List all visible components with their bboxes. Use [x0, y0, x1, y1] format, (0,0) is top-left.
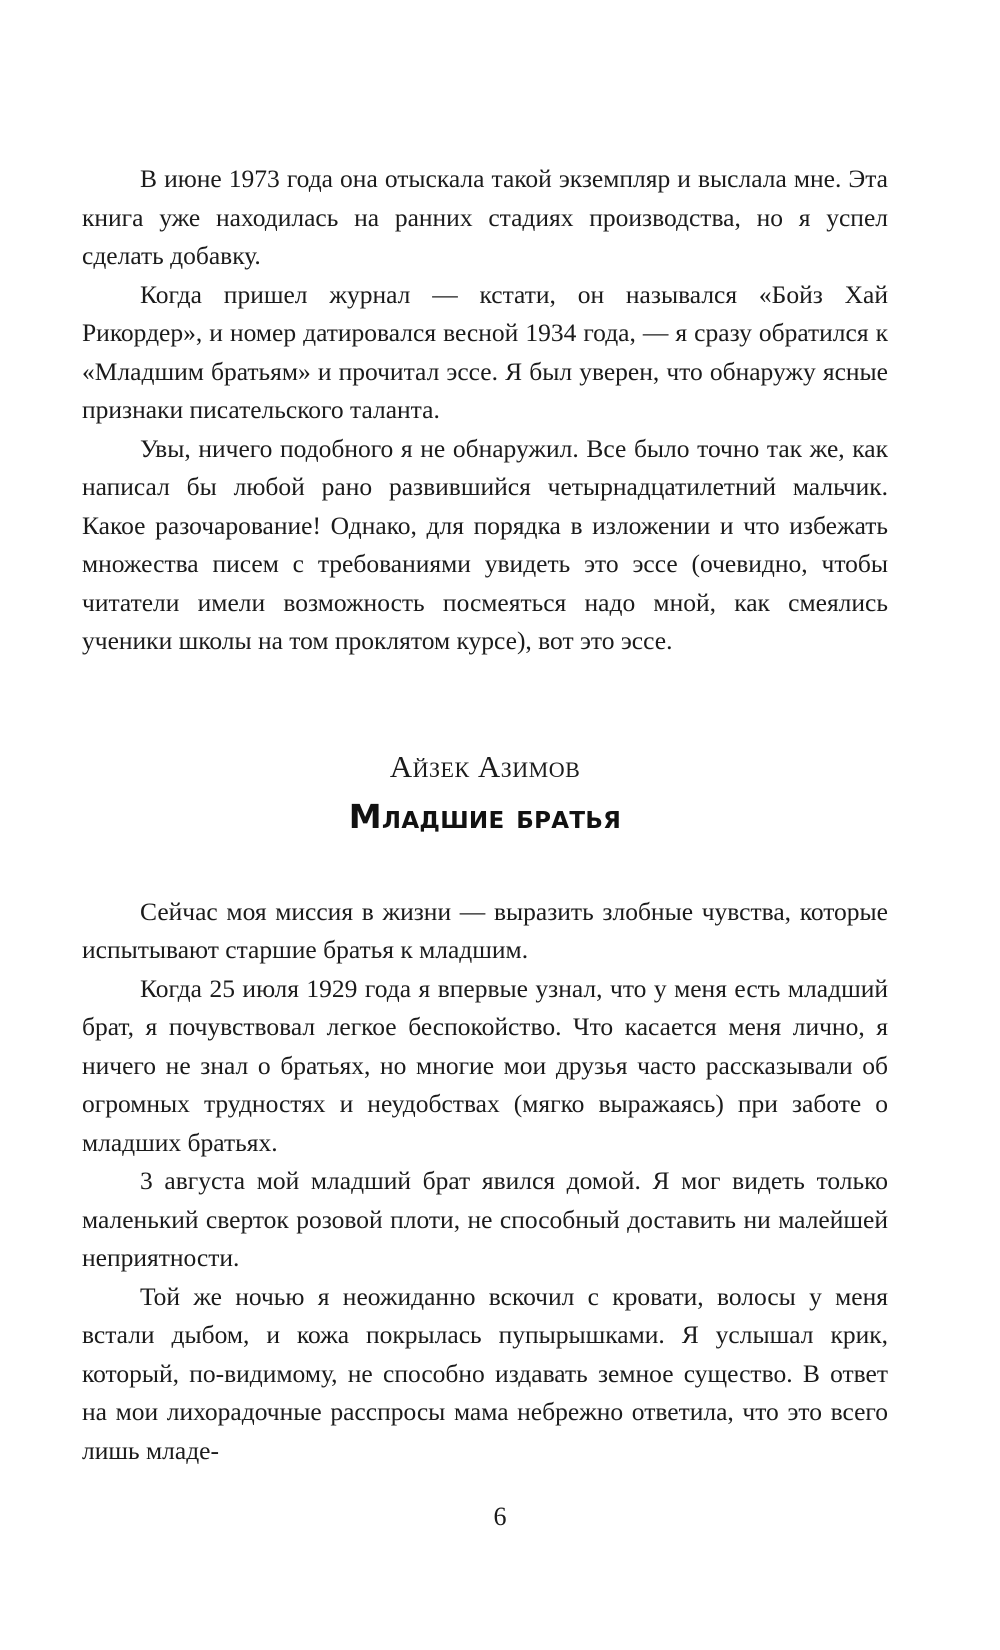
paragraph: Той же ночью я неожиданно вскочил с кровати, волосы у меня встали дыбом, и кожа покрылась пупырышками. Я услышал крик, который, по-видимому, не способно издавать земное существо. В ответ на мои лихорадочные расспросы мама небрежно ответила, что это всего лишь младе-	[82, 1281, 888, 1465]
author-name: Айзек Азимов	[389, 748, 581, 784]
paragraph: В июне 1973 года она отыскала такой экземпляр и выслала мне. Эта книга уже находилась на ранних стадиях производства, но я успел сделать добавку.	[82, 164, 888, 270]
paragraph: Увы, ничего подобного я не обнаружил. Все было точно так же, как написал бы любой рано развившийся четырнадцатилетний мальчик. Какое разочарование! Однако, для порядка в изложении и что избежать множества писем с требованиями увидеть это эссе (очевидно, чтобы читатели имели возможность посмеяться надо мной, как смеялись ученики школы на том проклятом курсе), вот это эссе.	[82, 433, 888, 655]
paragraph: Когда 25 июля 1929 года я впервые узнал, что у меня есть младший брат, я почувствовал легкое беспокойство. Что касается меня лично, я ничего не знал о братьях, но многие мои друзья часто рассказывали об огромных трудностях и неудобствах (мягко выражаясь) при заботе о младших братьях.	[82, 973, 888, 1157]
paragraph: Когда пришел журнал — кстати, он назывался «Бойз Хай Рикордер», и номер датировался весной 1934 года, — я сразу обратился к «Младшим братьям» и прочитал эссе. Я был уверен, что обнаружу ясные признаки писательского таланта.	[82, 279, 888, 424]
page-title: Младшие братья	[348, 796, 622, 836]
section-two-text	[82, 893, 888, 1471]
story-heading	[82, 747, 888, 839]
paragraph: Сейчас моя миссия в жизни — выразить злобные чувства, которые испытывают старшие братья к младшим.	[82, 896, 888, 964]
page-number: 6	[493, 1502, 507, 1531]
paragraph: 3 августа мой младший брат явился домой. Я мог видеть только маленький сверток розовой плоти, не способный доставить ни малейшей неприятности.	[82, 1166, 888, 1272]
section-one-text	[82, 160, 888, 661]
